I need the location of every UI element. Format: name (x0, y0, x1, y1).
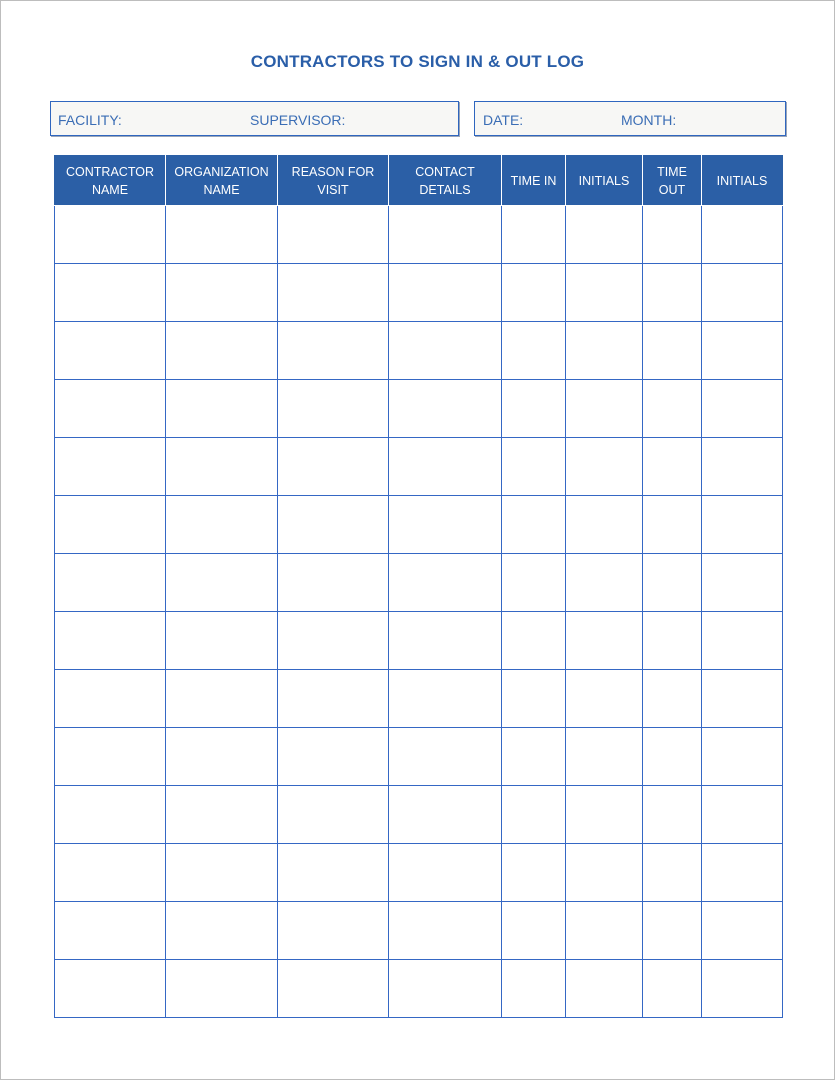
log-entry-cell[interactable] (278, 206, 389, 264)
log-entry-cell[interactable] (643, 264, 702, 322)
log-entry-cell[interactable] (55, 206, 166, 264)
log-entry-cell[interactable] (643, 612, 702, 670)
log-entry-cell[interactable] (502, 844, 566, 902)
log-entry-cell[interactable] (702, 322, 783, 380)
log-entry-cell[interactable] (166, 670, 278, 728)
header-organization-name: ORGANIZATION NAME (166, 156, 278, 206)
header-reason-for-visit: REASON FOR VISIT (278, 156, 389, 206)
log-entry-cell[interactable] (389, 206, 502, 264)
log-entry-cell[interactable] (702, 380, 783, 438)
log-entry-cell[interactable] (389, 322, 502, 380)
log-entry-cell[interactable] (566, 380, 643, 438)
table-row (55, 496, 783, 554)
log-entry-cell[interactable] (55, 844, 166, 902)
log-entry-cell[interactable] (278, 902, 389, 960)
log-entry-cell[interactable] (566, 786, 643, 844)
log-entry-cell[interactable] (389, 496, 502, 554)
log-entry-cell[interactable] (278, 496, 389, 554)
log-entry-cell[interactable] (702, 960, 783, 1018)
log-entry-cell[interactable] (278, 264, 389, 322)
log-entry-cell[interactable] (702, 264, 783, 322)
log-entry-cell[interactable] (643, 206, 702, 264)
log-entry-cell[interactable] (566, 844, 643, 902)
log-entry-cell[interactable] (566, 438, 643, 496)
log-entry-cell[interactable] (502, 728, 566, 786)
log-entry-cell[interactable] (502, 554, 566, 612)
table-row (55, 438, 783, 496)
log-entry-cell[interactable] (166, 380, 278, 438)
log-entry-cell[interactable] (389, 380, 502, 438)
log-entry-cell[interactable] (278, 380, 389, 438)
header-initials-in: INITIALS (566, 156, 643, 206)
log-entry-cell[interactable] (502, 670, 566, 728)
log-entry-cell[interactable] (702, 728, 783, 786)
log-entry-cell[interactable] (389, 554, 502, 612)
log-entry-cell[interactable] (166, 554, 278, 612)
log-entry-cell[interactable] (166, 960, 278, 1018)
log-entry-cell[interactable] (643, 844, 702, 902)
log-entry-cell[interactable] (643, 322, 702, 380)
log-entry-cell[interactable] (566, 264, 643, 322)
log-entry-cell[interactable] (55, 670, 166, 728)
table-row (55, 554, 783, 612)
log-entry-cell[interactable] (702, 670, 783, 728)
log-entry-cell[interactable] (702, 438, 783, 496)
log-entry-cell[interactable] (389, 728, 502, 786)
log-entry-cell[interactable] (502, 786, 566, 844)
log-entry-cell[interactable] (702, 496, 783, 554)
log-entry-cell[interactable] (55, 728, 166, 786)
log-entry-cell[interactable] (166, 612, 278, 670)
log-entry-cell[interactable] (278, 554, 389, 612)
log-entry-cell[interactable] (502, 206, 566, 264)
log-entry-cell[interactable] (702, 612, 783, 670)
log-entry-cell[interactable] (702, 206, 783, 264)
log-entry-cell[interactable] (566, 206, 643, 264)
log-entry-cell[interactable] (643, 554, 702, 612)
log-entry-cell[interactable] (502, 322, 566, 380)
log-entry-cell[interactable] (278, 960, 389, 1018)
log-entry-cell[interactable] (643, 728, 702, 786)
table-header-row (55, 156, 783, 206)
table-row (55, 206, 783, 264)
log-entry-cell[interactable] (389, 612, 502, 670)
log-entry-cell[interactable] (55, 554, 166, 612)
log-entry-cell[interactable] (55, 264, 166, 322)
date-month-box[interactable] (474, 101, 786, 136)
log-entry-cell[interactable] (389, 438, 502, 496)
log-entry-cell[interactable] (502, 902, 566, 960)
log-entry-cell[interactable] (702, 786, 783, 844)
log-entry-cell[interactable] (389, 844, 502, 902)
log-entry-cell[interactable] (502, 438, 566, 496)
log-entry-cell[interactable] (502, 496, 566, 554)
log-entry-cell[interactable] (643, 496, 702, 554)
sign-in-out-table (54, 155, 783, 1018)
month-label: MONTH: (621, 112, 677, 128)
log-entry-cell[interactable] (55, 960, 166, 1018)
log-entry-cell[interactable] (389, 902, 502, 960)
log-entry-cell[interactable] (502, 380, 566, 438)
table-row (55, 670, 783, 728)
log-entry-cell[interactable] (166, 902, 278, 960)
log-entry-cell[interactable] (566, 670, 643, 728)
header-initials-out: INITIALS (702, 156, 783, 206)
log-entry-cell[interactable] (278, 322, 389, 380)
table-body (55, 206, 783, 1018)
log-entry-cell[interactable] (643, 670, 702, 728)
header-time-out: TIME OUT (643, 156, 702, 206)
header-contact-details: CONTACT DETAILS (389, 156, 502, 206)
log-entry-cell[interactable] (566, 554, 643, 612)
log-entry-cell[interactable] (502, 264, 566, 322)
log-entry-cell[interactable] (643, 786, 702, 844)
log-entry-cell[interactable] (166, 322, 278, 380)
log-entry-cell[interactable] (55, 380, 166, 438)
log-entry-cell[interactable] (566, 322, 643, 380)
log-entry-cell[interactable] (278, 670, 389, 728)
facility-supervisor-box[interactable] (50, 101, 459, 136)
header-contractor-name: CONTRACTOR NAME (55, 156, 166, 206)
log-entry-cell[interactable] (55, 786, 166, 844)
table-row (55, 786, 783, 844)
log-entry-cell[interactable] (566, 612, 643, 670)
table-row (55, 322, 783, 380)
log-entry-cell[interactable] (166, 264, 278, 322)
log-entry-cell[interactable] (702, 902, 783, 960)
table-row (55, 264, 783, 322)
log-entry-cell[interactable] (166, 786, 278, 844)
log-entry-cell[interactable] (566, 496, 643, 554)
log-entry-cell[interactable] (389, 960, 502, 1018)
log-entry-cell[interactable] (566, 902, 643, 960)
table-row (55, 844, 783, 902)
log-entry-cell[interactable] (566, 728, 643, 786)
log-entry-cell[interactable] (502, 612, 566, 670)
log-entry-cell[interactable] (702, 554, 783, 612)
table-row (55, 902, 783, 960)
log-entry-cell[interactable] (166, 206, 278, 264)
log-entry-cell[interactable] (278, 612, 389, 670)
date-label: DATE: (483, 112, 524, 128)
log-entry-cell[interactable] (278, 844, 389, 902)
table-row (55, 612, 783, 670)
page-title: CONTRACTORS TO SIGN IN & OUT LOG (250, 52, 585, 71)
log-entry-cell[interactable] (55, 496, 166, 554)
log-entry-cell[interactable] (278, 786, 389, 844)
log-entry-cell[interactable] (55, 612, 166, 670)
log-entry-cell[interactable] (389, 264, 502, 322)
log-entry-cell[interactable] (166, 438, 278, 496)
log-entry-cell[interactable] (566, 960, 643, 1018)
log-entry-cell[interactable] (166, 844, 278, 902)
log-entry-cell[interactable] (643, 902, 702, 960)
table-row (55, 960, 783, 1018)
log-entry-cell[interactable] (502, 960, 566, 1018)
log-entry-cell[interactable] (166, 496, 278, 554)
log-entry-cell[interactable] (278, 728, 389, 786)
log-entry-cell[interactable] (643, 380, 702, 438)
header-time-in: TIME IN (502, 156, 566, 206)
supervisor-label: SUPERVISOR: (250, 112, 346, 128)
log-entry-cell[interactable] (643, 438, 702, 496)
log-entry-cell[interactable] (55, 438, 166, 496)
log-entry-cell[interactable] (278, 438, 389, 496)
log-entry-cell[interactable] (643, 960, 702, 1018)
facility-label: FACILITY: (58, 112, 122, 128)
log-entry-cell[interactable] (166, 728, 278, 786)
log-entry-cell[interactable] (702, 844, 783, 902)
log-entry-cell[interactable] (389, 670, 502, 728)
log-entry-cell[interactable] (55, 902, 166, 960)
log-entry-cell[interactable] (389, 786, 502, 844)
table-row (55, 380, 783, 438)
table-row (55, 728, 783, 786)
log-entry-cell[interactable] (55, 322, 166, 380)
